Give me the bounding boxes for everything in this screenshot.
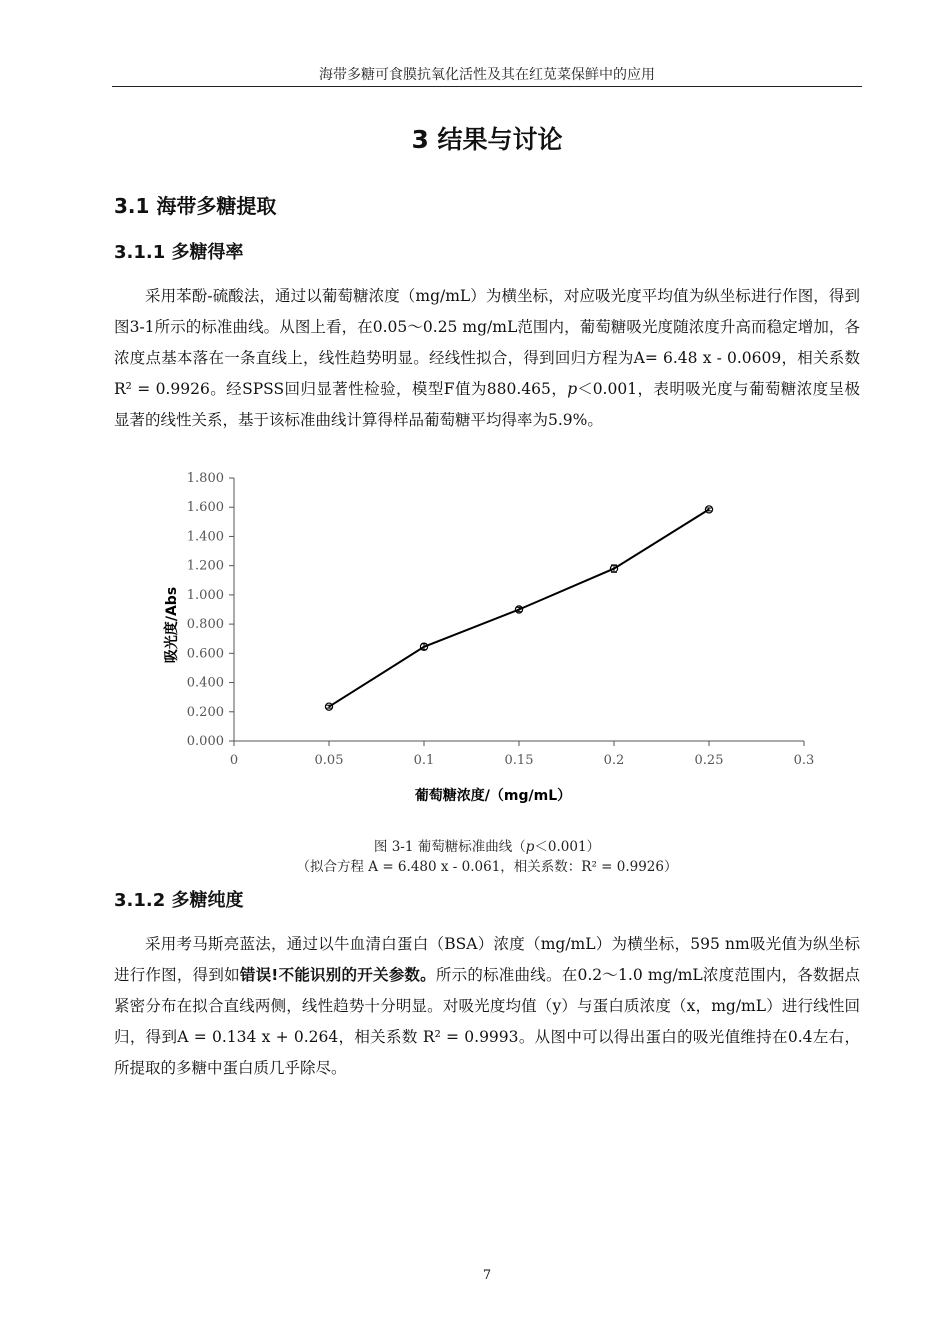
x-axis-label: 葡萄糖浓度/（mg/mL）: [414, 788, 572, 804]
y-tick-label: 1.600: [186, 500, 224, 516]
y-tick-label: 0.200: [186, 704, 224, 720]
y-axis-label: 吸光度/Abs: [164, 586, 180, 664]
x-tick-label: 0.2: [603, 753, 625, 768]
paragraph-polysaccharide-yield: [114, 281, 860, 436]
caption-text: ＜0.001）: [534, 839, 601, 855]
chart-axes: [187, 471, 815, 768]
paragraph-text: 采用苯酚-硫酸法，通过以葡萄糖浓度（mg/mL）为横坐标，对应吸光度平均值为纵坐标进行作图，得到图3-1所示的标准曲线。从图上看，在0.05～0.25 mg/mL范围内，葡萄糖吸光度随浓度升高而稳定增加，各浓度点基本落在一条直线上，线性趋势明显。经线性拟合，得到回归方程为A= 6.48 x - 0.0609，相关系数R² = 0.9926。经SPSS回归显著性检验，模型F值为880.465，: [114, 287, 860, 398]
section-heading-3-1: 3.1 海带多糖提取: [114, 194, 277, 218]
y-tick-label: 1.200: [186, 558, 224, 574]
y-tick-label: 1.400: [186, 529, 224, 545]
caption-p-symbol: p: [525, 839, 535, 855]
paragraph-text: 所示的标准曲线。在0.2～1.0 mg/mL浓度范围内，各数据点紧密分布在拟合直线两侧，线性趋势十分明显。对吸光度均值（y）与蛋白质浓度（x，mg/mL）进行线性回归，得到A = 0.134 x + 0.264，相关系数 R² = 0.9993。从图中可以得出蛋白的吸光值维持在0.4左右，所提取的多糖中蛋白质几乎除尽。: [114, 966, 860, 1077]
y-tick-label: 0.800: [186, 617, 224, 633]
reference-error-text: 错误!不能识别的开关参数。: [239, 966, 436, 984]
figure-caption: [112, 835, 862, 855]
paragraph-text: 采用考马斯亮蓝法，通过以牛血清白蛋白（BSA）浓度（mg/mL）为横坐标，595 nm吸光值为纵坐标进行作图，得到如: [114, 935, 860, 984]
y-tick-label: 1.800: [186, 471, 224, 486]
section-heading-3-1-1: 3.1.1 多糖得率: [114, 242, 244, 263]
paragraph-polysaccharide-purity: [114, 929, 860, 1084]
x-tick-label: 0.05: [314, 753, 344, 768]
y-tick-label: 0.600: [186, 646, 224, 662]
y-tick-label: 0.400: [186, 675, 224, 691]
x-tick-label: 0: [229, 753, 239, 768]
x-tick-label: 0.15: [504, 753, 534, 768]
paragraph-text: ＜0.001，表明吸光度与葡萄糖浓度呈极显著的线性关系，基于该标准曲线计算得样品葡萄糖平均得率为5.9%。: [114, 380, 861, 429]
figure-caption-equation: （拟合方程 A = 6.480 x - 0.061，相关系数：R² = 0.9926）: [296, 859, 678, 875]
glucose-standard-curve-chart: [150, 470, 830, 810]
header-rule: [112, 86, 862, 87]
y-tick-label: 1.000: [186, 587, 224, 603]
caption-text: 图 3-1 葡萄糖标准曲线（: [373, 839, 526, 855]
chapter-title: 3 结果与讨论: [411, 125, 563, 154]
section-heading-3-1-2: 3.1.2 多糖纯度: [114, 890, 244, 911]
x-tick-label: 0.1: [413, 753, 435, 768]
p-value-symbol: p: [567, 380, 578, 398]
running-head: 海带多糖可食膜抗氧化活性及其在红苋菜保鲜中的应用: [319, 67, 655, 83]
y-tick-label: 0.000: [186, 734, 224, 749]
chart-series: [325, 506, 712, 710]
page-number: 7: [482, 1268, 492, 1283]
x-tick-label: 0.25: [694, 753, 724, 768]
x-tick-label: 0.3: [793, 753, 815, 768]
